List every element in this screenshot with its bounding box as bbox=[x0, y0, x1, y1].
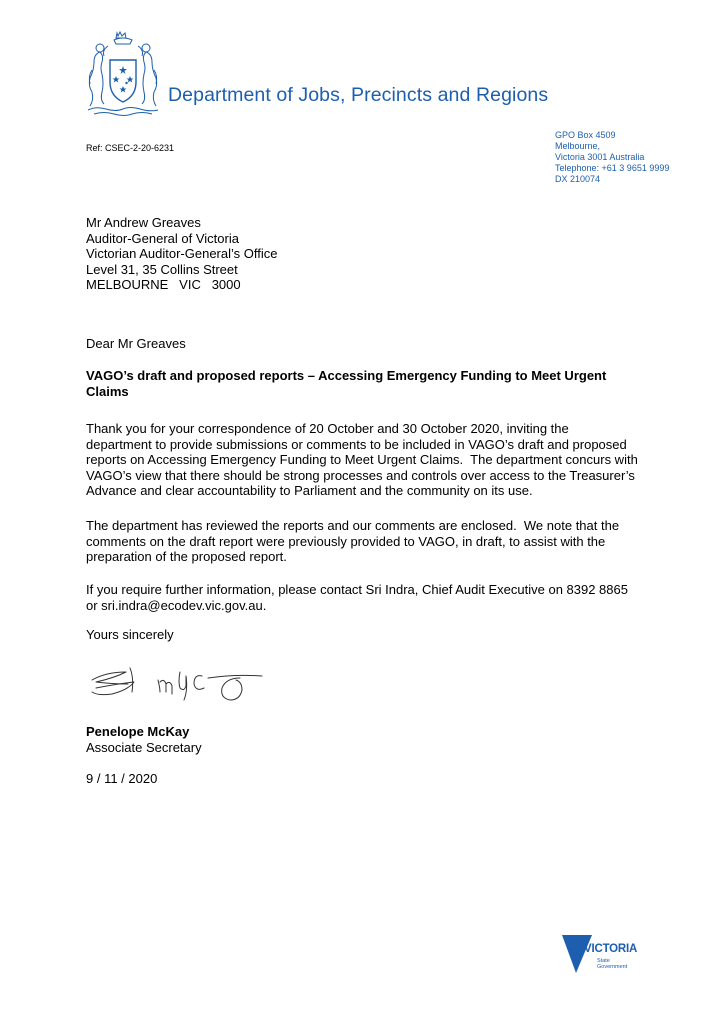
reference-number: Ref: CSEC-2-20-6231 bbox=[86, 143, 175, 153]
signature-icon bbox=[88, 660, 266, 706]
coat-of-arms-icon bbox=[82, 30, 164, 122]
recipient-line: Level 31, 35 Collins Street bbox=[86, 261, 238, 277]
address-line: GPO Box 4509 bbox=[555, 130, 616, 140]
address-line: DX 210074 bbox=[555, 174, 601, 184]
victoria-logo-word: VICTORIA bbox=[584, 943, 638, 955]
victoria-logo-sub: Government bbox=[597, 964, 628, 970]
signatory-title: Associate Secretary bbox=[86, 740, 202, 755]
address-line: Melbourne, bbox=[555, 141, 601, 151]
address-line: Victoria 3001 Australia bbox=[555, 152, 645, 162]
department-name: Department of Jobs, Precincts and Regions bbox=[168, 84, 549, 106]
address-line: Telephone: +61 3 9651 9999 bbox=[555, 163, 670, 173]
letter-paragraph: If you require further information, please contact Sri Indra, Chief Audit Executive on 8392 8865 or sri.indra@ecodev.vic.gov.au. bbox=[86, 582, 628, 613]
recipient-line: Mr Andrew Greaves bbox=[86, 215, 201, 230]
victoria-logo-icon bbox=[562, 935, 638, 975]
letter-subject: VAGO’s draft and proposed reports – Accessing Emergency Funding to Meet Urgent Claims bbox=[86, 368, 607, 399]
salutation: Dear Mr Greaves bbox=[86, 336, 186, 351]
closing: Yours sincerely bbox=[86, 627, 174, 642]
letter-date: 9 / 11 / 2020 bbox=[86, 771, 158, 786]
recipient-line: MELBOURNE VIC 3000 bbox=[86, 277, 241, 292]
recipient-line: Victorian Auditor-General’s Office bbox=[86, 246, 278, 261]
recipient-line: Auditor-General of Victoria bbox=[86, 230, 239, 246]
recipient-address bbox=[86, 215, 278, 293]
department-address bbox=[555, 130, 669, 185]
signatory-name: Penelope McKay bbox=[86, 724, 190, 739]
victoria-logo-sub: State bbox=[597, 958, 610, 964]
letter-paragraph: Thank you for your correspondence of 20 October and 30 October 2020, inviting the department to provide submissions or comments to be included in VAGO’s draft and proposed reports on Accessing Emergency Funding to Meet Urgent Claims. The department concurs with VAGO’s view that there should be strong processes and controls over access to the Treasurer’s Advance and clear accountability to Parliament and the community on its use. bbox=[86, 421, 642, 498]
letter-paragraph: The department has reviewed the reports and our comments are enclosed. We note that the comments on the draft report were previously provided to VAGO, in draft, to assist with the preparation of the proposed report. bbox=[86, 518, 623, 564]
